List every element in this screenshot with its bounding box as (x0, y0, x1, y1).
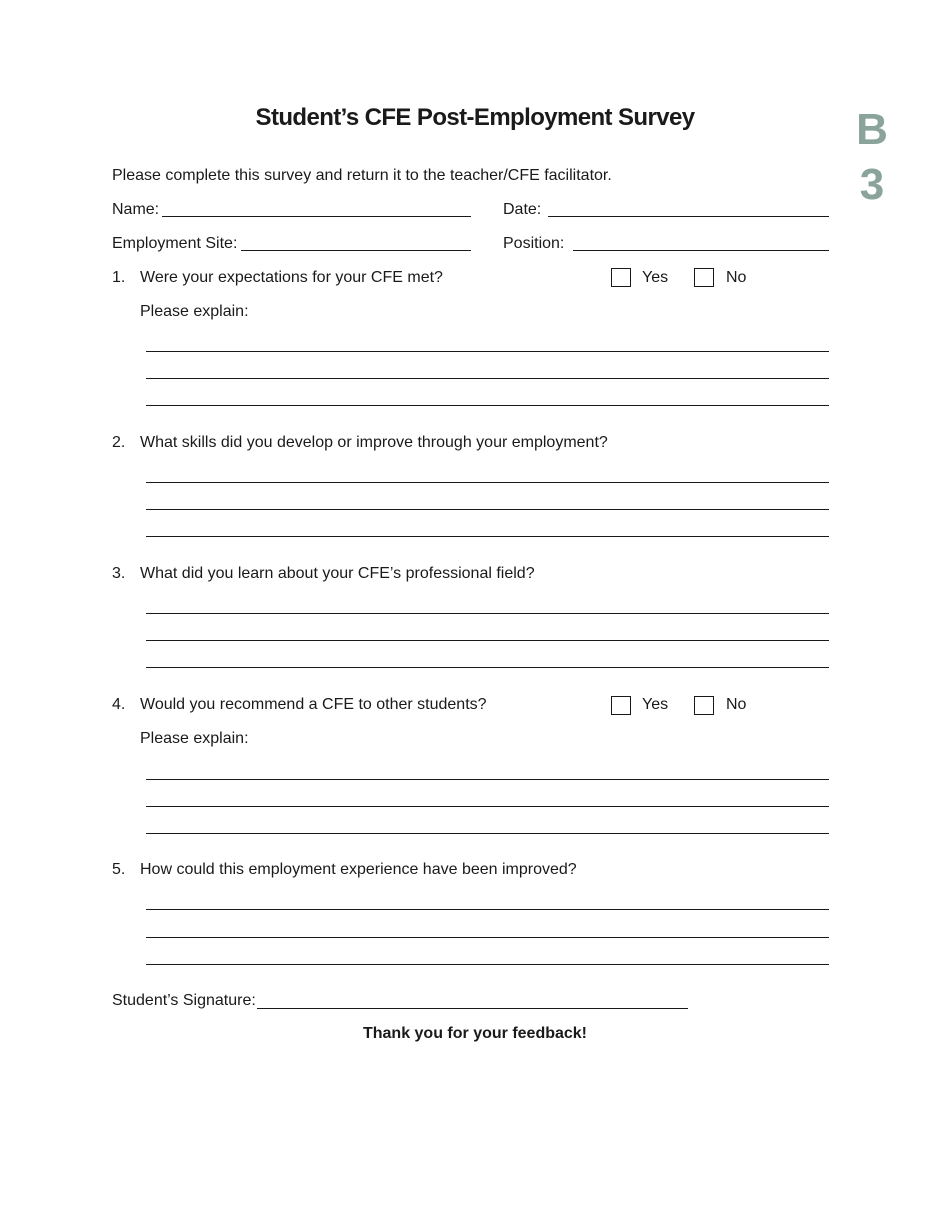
question-2-text: What skills did you develop or improve through your employment? (140, 434, 608, 451)
question-3-number: 3. (112, 565, 126, 582)
signature-field[interactable] (257, 1008, 688, 1009)
question-1-yes-label: Yes (642, 269, 669, 286)
question-4-yes-checkbox[interactable] (611, 696, 631, 715)
thank-you-message: Thank you for your feedback! (362, 1025, 588, 1042)
question-1-answer-line[interactable] (146, 405, 829, 406)
question-4-yes-label: Yes (642, 696, 669, 713)
question-4-text: Would you recommend a CFE to other students? (140, 696, 487, 713)
question-1-answer-line[interactable] (146, 378, 829, 379)
instructions: Please complete this survey and return it to the teacher/CFE facilitator. (112, 167, 612, 184)
question-4-no-label: No (726, 696, 747, 713)
question-1-answer-line[interactable] (146, 351, 829, 352)
question-4-answer-line[interactable] (146, 806, 829, 807)
question-2-number: 2. (112, 434, 126, 451)
question-5-text: How could this employment experience have been improved? (140, 861, 577, 878)
section-tab-number: 3 (859, 160, 885, 209)
question-1-no-checkbox[interactable] (694, 268, 714, 287)
question-5-answer-line[interactable] (146, 909, 829, 910)
question-4-explain-label: Please explain: (140, 730, 249, 747)
question-3-text: What did you learn about your CFE’s professional field? (140, 565, 535, 582)
question-3-answer-line[interactable] (146, 640, 829, 641)
date-label: Date: (503, 201, 542, 218)
employment-site-field[interactable] (241, 250, 471, 251)
question-2-answer-line[interactable] (146, 536, 829, 537)
question-1-number: 1. (112, 269, 126, 286)
question-4-no-checkbox[interactable] (694, 696, 714, 715)
question-4-answer-line[interactable] (146, 833, 829, 834)
position-label: Position: (503, 235, 565, 252)
section-tab-letter: B (856, 105, 888, 154)
question-1-yes-checkbox[interactable] (611, 268, 631, 287)
employment-site-label: Employment Site: (112, 235, 238, 252)
question-2-answer-line[interactable] (146, 482, 829, 483)
question-4-number: 4. (112, 696, 126, 713)
question-1-explain-label: Please explain: (140, 303, 249, 320)
date-field[interactable] (548, 216, 829, 217)
page-title: Student’s CFE Post-Employment Survey (255, 104, 695, 131)
name-field[interactable] (162, 216, 471, 217)
question-5-answer-line[interactable] (146, 937, 829, 938)
question-4-answer-line[interactable] (146, 779, 829, 780)
question-5-number: 5. (112, 861, 126, 878)
position-field[interactable] (573, 250, 829, 251)
question-3-answer-line[interactable] (146, 667, 829, 668)
question-5-answer-line[interactable] (146, 964, 829, 965)
question-3-answer-line[interactable] (146, 613, 829, 614)
name-label: Name: (112, 201, 160, 218)
question-2-answer-line[interactable] (146, 509, 829, 510)
question-1-text: Were your expectations for your CFE met? (140, 269, 443, 286)
question-1-no-label: No (726, 269, 747, 286)
signature-label: Student’s Signature: (112, 992, 256, 1009)
